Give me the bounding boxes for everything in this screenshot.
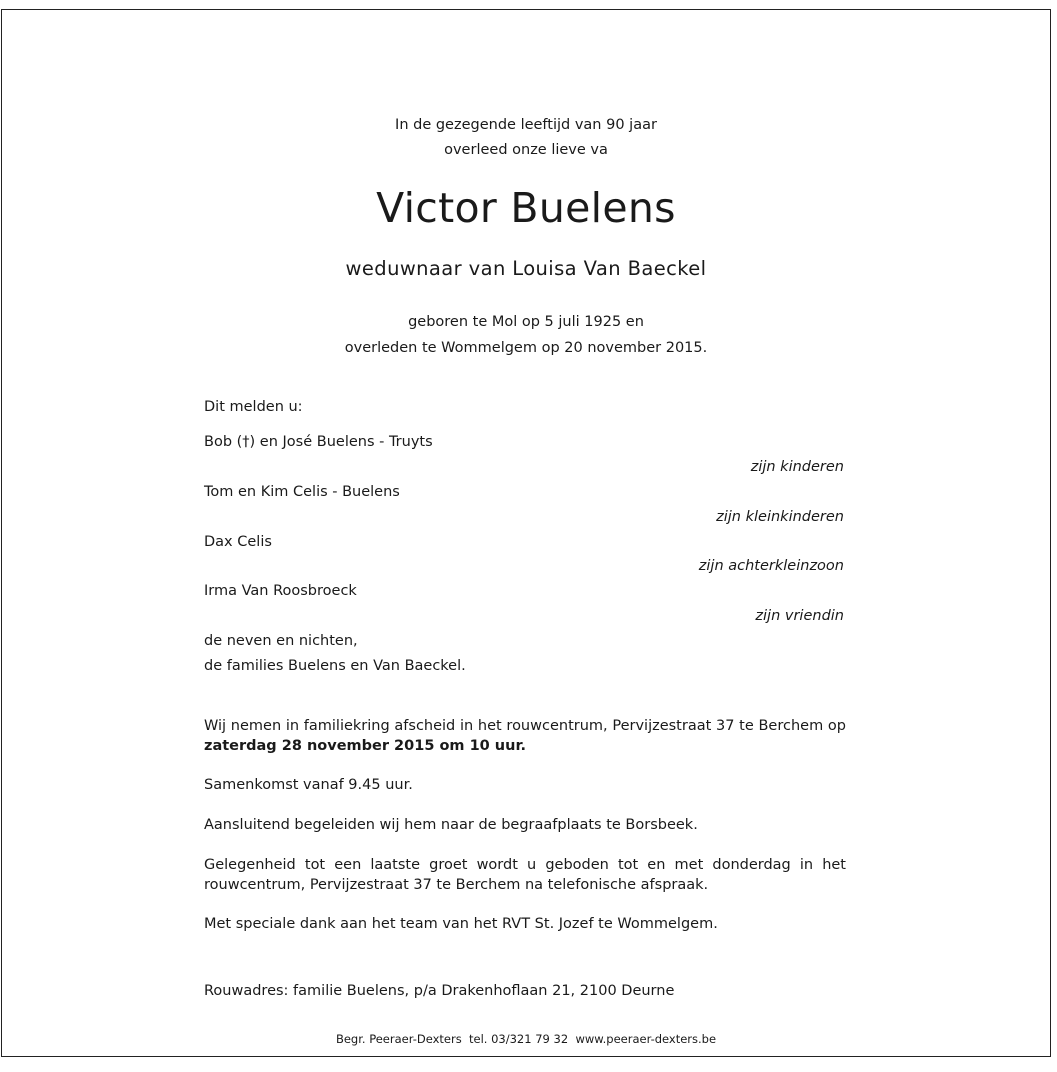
family-names: Bob (†) en José Buelens - Truyts [204, 434, 433, 450]
family-relation: zijn kleinkinderen [716, 509, 844, 525]
family-relation: zijn vriendin [755, 608, 844, 624]
family-relation: zijn achterkleinzoon [698, 558, 844, 574]
farewell-date: zaterdag 28 november 2015 om 10 uur. [204, 738, 527, 754]
family-names: Tom en Kim Celis - Buelens [204, 484, 400, 500]
farewell-paragraph [204, 716, 846, 756]
intro-line-1: In de gezegende leeftijd van 90 jaar [395, 117, 657, 133]
families-line: de families Buelens en Van Baeckel. [204, 658, 466, 674]
death-line: overleden te Wommelgem op 20 november 2015. [344, 340, 708, 356]
announcement-heading: Dit melden u: [204, 399, 303, 415]
intro-line-2: overleed onze lieve va [444, 142, 608, 158]
burial-line: Aansluitend begeleiden wij hem naar de begraafplaats te Borsbeek. [204, 817, 698, 833]
spouse-line: weduwnaar van Louisa Van Baeckel [345, 257, 707, 280]
deceased-name: Victor Buelens [376, 184, 676, 232]
funeral-home-footer: Begr. Peeraer-Dexters tel. 03/321 79 32 www.peeraer-dexters.be [335, 1032, 717, 1046]
visitation-paragraph: Gelegenheid tot een laatste groet wordt u geboden tot en met donderdag in het rouwcentrum, Pervijzestraat 37 te Berchem na telefonische afspraak. [204, 857, 846, 893]
farewell-text: Wij nemen in familiekring afscheid in het rouwcentrum, Pervijzestraat 37 te Berchem op [204, 718, 846, 734]
gathering-line: Samenkomst vanaf 9.45 uur. [204, 777, 413, 793]
family-relation: zijn kinderen [750, 459, 844, 475]
thanks-line: Met speciale dank aan het team van het RVT St. Jozef te Wommelgem. [204, 916, 718, 932]
family-names: Dax Celis [204, 534, 272, 550]
mourning-address: Rouwadres: familie Buelens, p/a Drakenhoflaan 21, 2100 Deurne [204, 983, 675, 999]
obituary-card [1, 9, 1051, 1057]
birth-line: geboren te Mol op 5 juli 1925 en [408, 314, 644, 330]
relatives-line: de neven en nichten, [204, 633, 358, 649]
family-names: Irma Van Roosbroeck [204, 583, 357, 599]
